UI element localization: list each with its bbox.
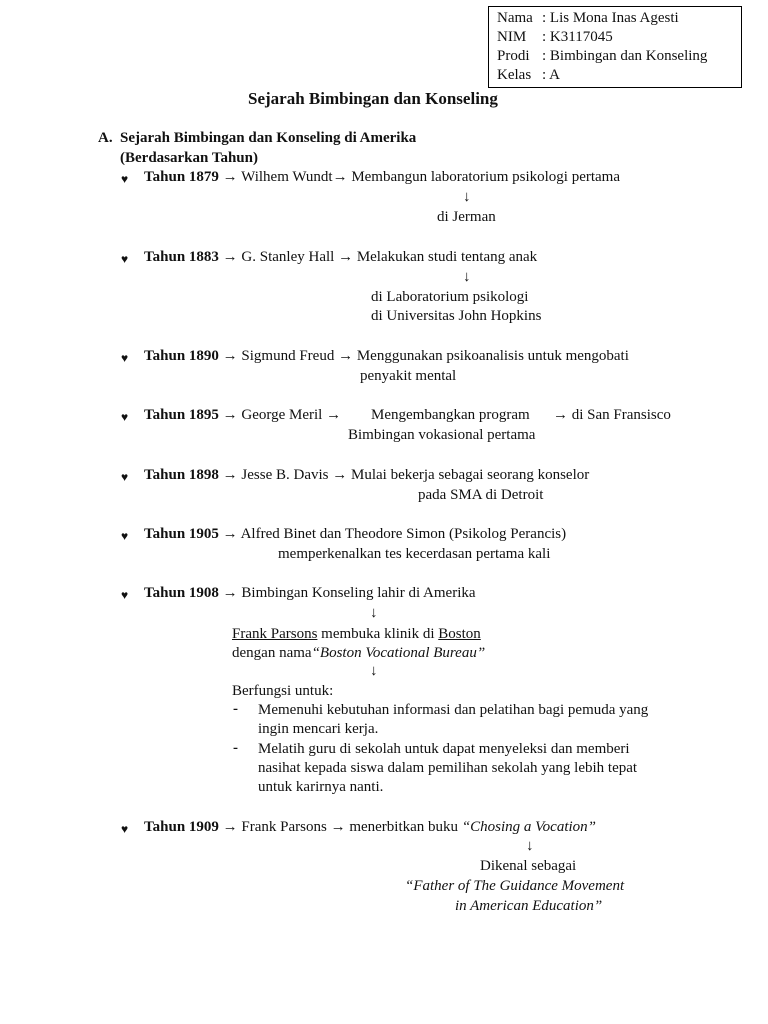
named-text: dengan nama xyxy=(232,645,312,661)
arrow-right-icon: → xyxy=(222,249,238,265)
arrow-right-icon: → xyxy=(222,407,238,423)
entry-1909-line xyxy=(144,818,596,836)
entry-1905-line xyxy=(144,525,566,543)
book-title: “Chosing a Vocation” xyxy=(461,819,596,835)
section-heading: Sejarah Bimbingan dan Konseling di Amerika xyxy=(120,130,417,146)
arrow-right-icon: → xyxy=(222,348,238,364)
arrow-right-icon: → xyxy=(222,526,238,542)
person-name: Sigmund Freud xyxy=(241,348,335,364)
action-text-continued: penyakit mental xyxy=(360,368,457,384)
person-name: G. Stanley Hall xyxy=(241,249,335,265)
info-row-kelas xyxy=(489,66,741,85)
info-label: Nama xyxy=(497,10,533,26)
heart-bullet-icon: ♥ xyxy=(121,351,129,365)
dash-bullet-icon: - xyxy=(233,740,238,756)
info-value: : Bimbingan dan Konseling xyxy=(542,48,708,64)
detail-text: di Universitas John Hopkins xyxy=(371,308,542,324)
action-text: Membangun laboratorium psikologi pertama xyxy=(351,169,621,185)
heart-bullet-icon: ♥ xyxy=(121,822,129,836)
opened-text: membuka klinik di xyxy=(321,626,435,642)
year-label: Tahun 1898 xyxy=(144,467,219,483)
year-label: Tahun 1883 xyxy=(144,249,219,265)
action-text: Mengembangkan program xyxy=(371,407,530,423)
entry-1879-line xyxy=(144,168,620,186)
heart-bullet-icon: ♥ xyxy=(121,172,129,186)
year-label: Tahun 1905 xyxy=(144,526,219,542)
person-name: Frank Parsons xyxy=(241,819,327,835)
info-row-prodi xyxy=(489,47,741,66)
action-text: Menggunakan psikoanalisis untuk mengobati xyxy=(356,348,629,364)
entry-1898-line xyxy=(144,466,589,484)
function-point-2-continued: nasihat kepada siswa dalam pemilihan sekolah yang lebih tepat xyxy=(258,760,638,776)
info-label: NIM xyxy=(497,29,527,45)
arrow-right-icon: → xyxy=(222,819,238,835)
student-info-box xyxy=(488,6,742,88)
detail-text: di Jerman xyxy=(437,209,496,225)
heart-bullet-icon: ♥ xyxy=(121,588,129,602)
info-label: Prodi xyxy=(497,48,530,64)
section-marker: A. xyxy=(98,130,113,146)
heart-bullet-icon: ♥ xyxy=(121,410,129,424)
entry-1883-line xyxy=(144,248,537,266)
entry-1895-line xyxy=(144,406,341,424)
founder-name: Frank Parsons xyxy=(232,626,318,642)
function-label: Berfungsi untuk: xyxy=(232,683,334,699)
known-as-text: Dikenal sebagai xyxy=(480,858,577,874)
founder-line xyxy=(232,625,481,643)
clinic-name: “Boston Vocational Bureau” xyxy=(311,645,486,661)
person-name: Alfred Binet dan Theodore Simon (Psikolog Perancis) xyxy=(240,526,567,542)
function-point-2-continued: untuk karirnya nanti. xyxy=(258,779,384,795)
action-text: Mulai bekerja sebagai seorang konselor xyxy=(350,467,590,483)
action-text: Bimbingan Konseling lahir di Amerika xyxy=(241,585,476,601)
info-value: : Lis Mona Inas Agesti xyxy=(542,10,679,26)
arrow-right-icon: → xyxy=(338,249,354,265)
heart-bullet-icon: ♥ xyxy=(121,252,129,266)
arrow-right-icon: → xyxy=(222,467,238,483)
city-name: Boston xyxy=(438,626,481,642)
honorific-title-continued: in American Education” xyxy=(455,898,603,914)
clinic-name-line xyxy=(232,644,485,662)
heart-bullet-icon: ♥ xyxy=(121,529,129,543)
honorific-title: “Father of The Guidance Movement xyxy=(405,878,625,894)
action-text: Melakukan studi tentang anak xyxy=(356,249,538,265)
entry-1890-line xyxy=(144,347,629,365)
arrow-right-icon: → xyxy=(338,348,354,364)
arrow-right-icon: → xyxy=(332,467,348,483)
arrow-right-icon: → xyxy=(553,407,568,423)
action-text: menerbitkan buku xyxy=(349,819,459,835)
year-label: Tahun 1879 xyxy=(144,169,219,185)
person-name: George Meril xyxy=(241,407,323,423)
year-label: Tahun 1895 xyxy=(144,407,219,423)
action-text-continued: Bimbingan vokasional pertama xyxy=(348,427,536,443)
year-label: Tahun 1908 xyxy=(144,585,219,601)
function-point-1: Memenuhi kebutuhan informasi dan pelatihan bagi pemuda yang xyxy=(258,702,649,718)
arrow-right-icon: → xyxy=(222,585,238,601)
arrow-down-icon: ↓ xyxy=(463,189,471,205)
person-name: Wilhem Wundt xyxy=(241,169,333,185)
info-row-nim xyxy=(489,28,741,47)
arrow-right-icon: → xyxy=(326,407,342,423)
entry-1895-place xyxy=(553,406,671,424)
arrow-right-icon: → xyxy=(332,169,348,185)
action-text: memperkenalkan tes kecerdasan pertama kali xyxy=(278,546,551,562)
function-point-1-continued: ingin mencari kerja. xyxy=(258,721,379,737)
action-text-continued: pada SMA di Detroit xyxy=(418,487,544,503)
info-value: : A xyxy=(542,67,560,83)
info-row-nama xyxy=(489,9,741,28)
year-label: Tahun 1890 xyxy=(144,348,219,364)
arrow-down-icon: ↓ xyxy=(370,605,378,621)
arrow-down-icon: ↓ xyxy=(463,269,471,285)
function-point-2: Melatih guru di sekolah untuk dapat menyeleksi dan memberi xyxy=(258,741,630,757)
detail-text: di Laboratorium psikologi xyxy=(371,289,529,305)
arrow-right-icon: → xyxy=(330,819,346,835)
heart-bullet-icon: ♥ xyxy=(121,470,129,484)
arrow-down-icon: ↓ xyxy=(370,663,378,679)
year-label: Tahun 1909 xyxy=(144,819,219,835)
page-title: Sejarah Bimbingan dan Konseling xyxy=(248,89,498,108)
section-subheading: (Berdasarkan Tahun) xyxy=(120,150,258,166)
info-value: : K3117045 xyxy=(542,29,613,45)
person-name: Jesse B. Davis xyxy=(241,467,329,483)
arrow-down-icon: ↓ xyxy=(526,838,534,854)
dash-bullet-icon: - xyxy=(233,701,238,717)
entry-1908-line xyxy=(144,584,476,602)
info-label: Kelas xyxy=(497,67,532,83)
arrow-right-icon: → xyxy=(222,169,238,185)
place-text: di San Fransisco xyxy=(571,407,671,423)
